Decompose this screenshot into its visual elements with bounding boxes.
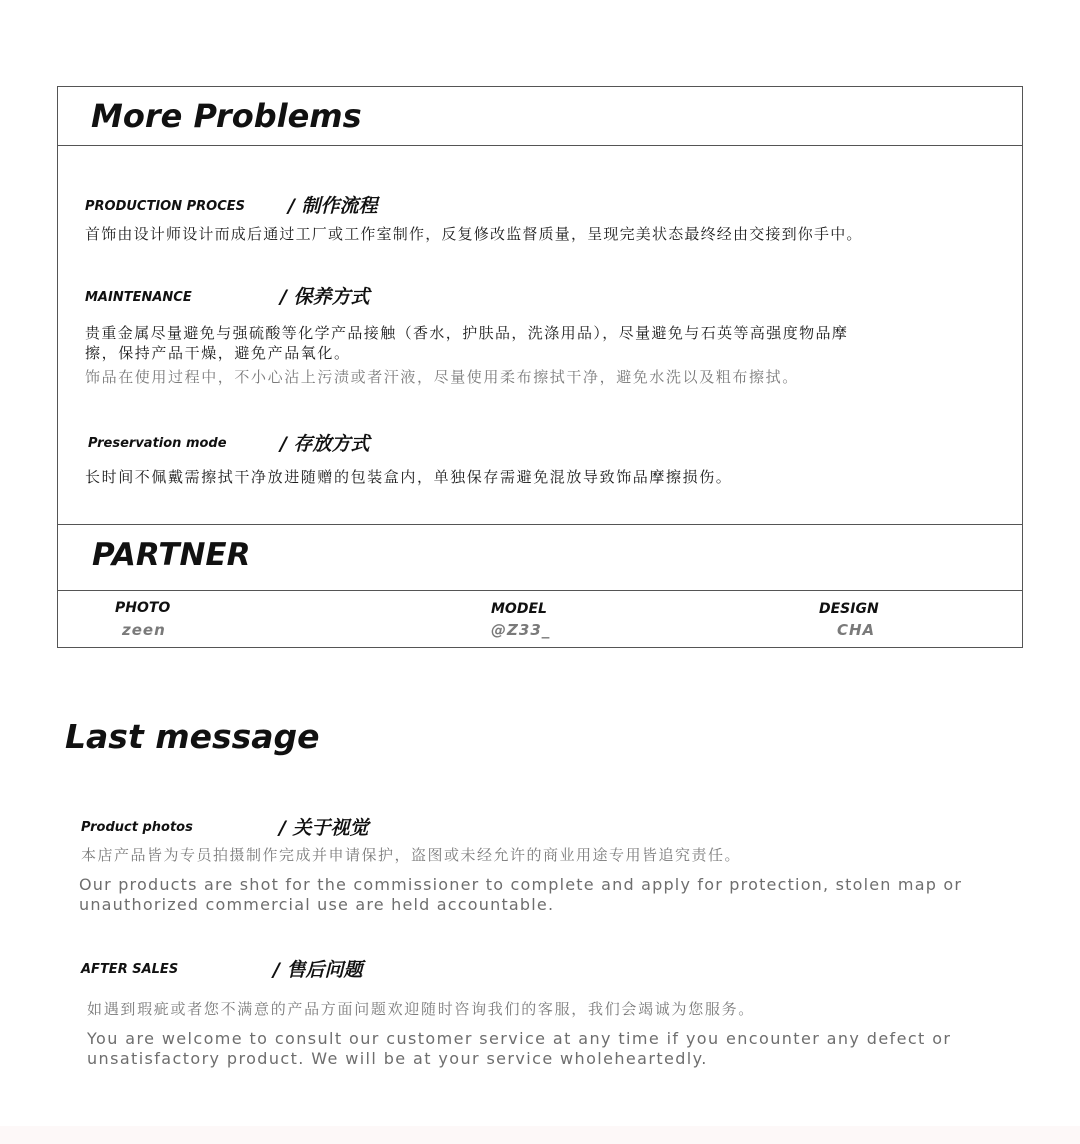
section-title-product-photos: / 关于视觉	[279, 817, 369, 839]
preservation-text: 长时间不佩戴需擦拭干净放进随赠的包装盒内，单独保存需避免混放导致饰品摩擦损伤。	[85, 468, 733, 486]
section-label-product-photos: Product photos	[81, 820, 193, 835]
partner-title: PARTNER	[92, 537, 251, 573]
after-sales-cn-text: 如遇到瑕疵或者您不满意的产品方面问题欢迎随时咨询我们的客服，我们会竭诚为您服务。	[87, 1000, 756, 1018]
maintenance-text-line-2: 擦，保持产品干燥，避免产品氧化。	[85, 344, 351, 362]
maintenance-text-line-1: 贵重金属尽量避免与强硫酸等化学产品接触（香水，护肤品，洗涤用品），尽量避免与石英等高强度物品摩	[85, 324, 849, 342]
divider	[58, 145, 1022, 146]
product-photos-en-line-2: unauthorized commercial use are held accountable.	[79, 895, 555, 914]
credit-role-model: MODEL	[491, 601, 547, 617]
section-title-preservation: / 存放方式	[280, 433, 370, 455]
section-title-maintenance: / 保养方式	[280, 286, 370, 308]
maintenance-note: 饰品在使用过程中，不小心沾上污渍或者汗液，尽量使用柔布擦拭干净，避免水洗以及粗布擦拭。	[85, 368, 799, 386]
credit-name-model: @Z33_	[491, 621, 551, 639]
credit-name-design: CHA	[837, 621, 876, 639]
divider	[58, 524, 1022, 525]
after-sales-en-line-1: You are welcome to consult our customer service at any time if you encounter any defect or	[87, 1029, 952, 1048]
bottom-strip	[0, 1126, 1080, 1144]
section-label-maintenance: MAINTENANCE	[85, 290, 192, 305]
product-photos-en-line-1: Our products are shot for the commissioner to complete and apply for protection, stolen map or	[79, 875, 963, 894]
after-sales-en-line-2: unsatisfactory product. We will be at your service wholeheartedly.	[87, 1049, 708, 1068]
section-title-after-sales: / 售后问题	[273, 959, 363, 981]
section-label-production: PRODUCTION PROCES	[85, 199, 246, 214]
production-text: 首饰由设计师设计而成后通过工厂或工作室制作，反复修改监督质量，呈现完美状态最终经由交接到你手中。	[85, 225, 863, 243]
info-box	[57, 86, 1023, 648]
section-label-preservation: Preservation mode	[88, 436, 227, 451]
more-problems-title: More Problems	[91, 97, 362, 135]
product-photos-cn-text: 本店产品皆为专员拍摄制作完成并申请保护，盗图或未经允许的商业用途专用皆追究责任。	[81, 846, 742, 864]
section-title-production: / 制作流程	[288, 195, 378, 217]
credit-role-photo: PHOTO	[115, 600, 171, 616]
divider	[58, 590, 1022, 591]
section-label-after-sales: AFTER SALES	[81, 962, 179, 977]
credit-role-design: DESIGN	[819, 601, 879, 617]
last-message-title: Last message	[65, 717, 320, 756]
credit-name-photo: zeen	[122, 621, 166, 639]
